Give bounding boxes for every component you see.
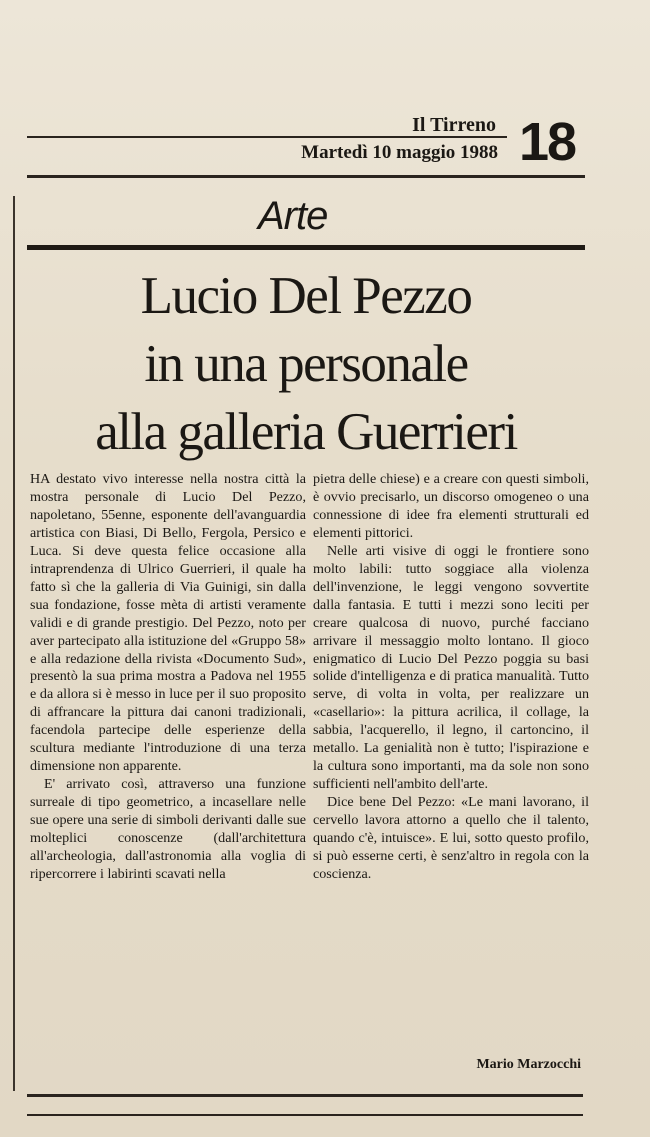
article-column-left [30,471,306,884]
article-paragraph: Dice bene Del Pezzo: «Le mani lavorano, il cervello lavora attorno a quello che il talento, quando c'è, intuisce». E lui, sotto questo profilo, si può esserne certi, è senz'altro in regola con la coscienza. [313,794,589,882]
headline [27,262,585,466]
header-rule [27,175,585,178]
headline-line: in una personale [144,335,468,393]
page-number: 18 [519,112,576,172]
newspaper-name: Il Tirreno [412,114,496,136]
author-signature: Mario Marzocchi [476,1057,581,1072]
headline-line: Lucio Del Pezzo [140,267,472,325]
article-paragraph: HA destato vivo interesse nella nostra città la mostra personale di Lucio Del Pezzo, napoletano, 55enne, esponente dell'avanguardia artistica con Biasi, Di Bello, Fergola, Persico e Luca. Si deve questa felice occasione alla intraprendenza di Ulrico Guerrieri, il quale ha fatto sì che la galleria di Via Guinigi, sin dalla sua fondazione, fosse mèta di artisti veramente validi e di grande prestigio. Del Pezzo, noto per aver partecipato alla istituzione del «Gruppo 58» e alla redazione della rivista «Documento Sud», presentò la sua prima mostra a Padova nel 1955 e da allora si è messo in luce per il suo proposito di affrancare la pittura dai canoni tradizionali, facendola partecipe delle esperienze della scultura mediante l'introduzione di una terza dimensione non apparente. [30,471,306,775]
article-column-right [313,471,589,884]
bottom-rule [27,1094,583,1097]
section-rule [27,245,585,250]
left-border-rule [13,196,15,1091]
bottom-rule [27,1114,583,1116]
headline-line: alla galleria Guerrieri [95,403,517,461]
issue-date: Martedì 10 maggio 1988 [301,142,498,163]
masthead-rule [27,136,507,138]
article-paragraph: pietra delle chiese) e a creare con questi simboli, è ovvio precisarlo, un discorso omogeneo o una connessione di idee fra elementi strutturali ed elementi pittorici. [313,471,589,541]
article-paragraph: Nelle arti visive di oggi le frontiere sono molto labili: tutto soggiace alla violenza dell'invenzione, le leggi vengono sovvertite dalla fantasia. E tutti i mezzi sono leciti per creare qualcosa di nuovo, purché facciano arrivare il messaggio molto lontano. Il gioco enigmatico di Lucio Del Pezzo poggia su basi solide d'intelligenza e di pratica manualità. Tutto serve, di volta in volta, per realizzare un «casellario»: la pittura acrilica, il collage, la sabbia, l'acquerello, il legno, il cartoncino, il metallo. La genialità non è tutto; l'ispirazione e la cultura sono importanti, ma da sole non sono sufficienti nell'ambito dell'arte. [313,542,589,793]
section-title: Arte [258,194,328,238]
article-paragraph: E' arrivato così, attraverso una funzione surreale di tipo geometrico, a incasellare nelle sue opere una serie di simboli derivanti dalle sue molteplici conoscenze (dall'architettura all'archeologia, dall'astronomia alla voglia di ripercorrere i labirinti scavati nella [30,776,306,882]
